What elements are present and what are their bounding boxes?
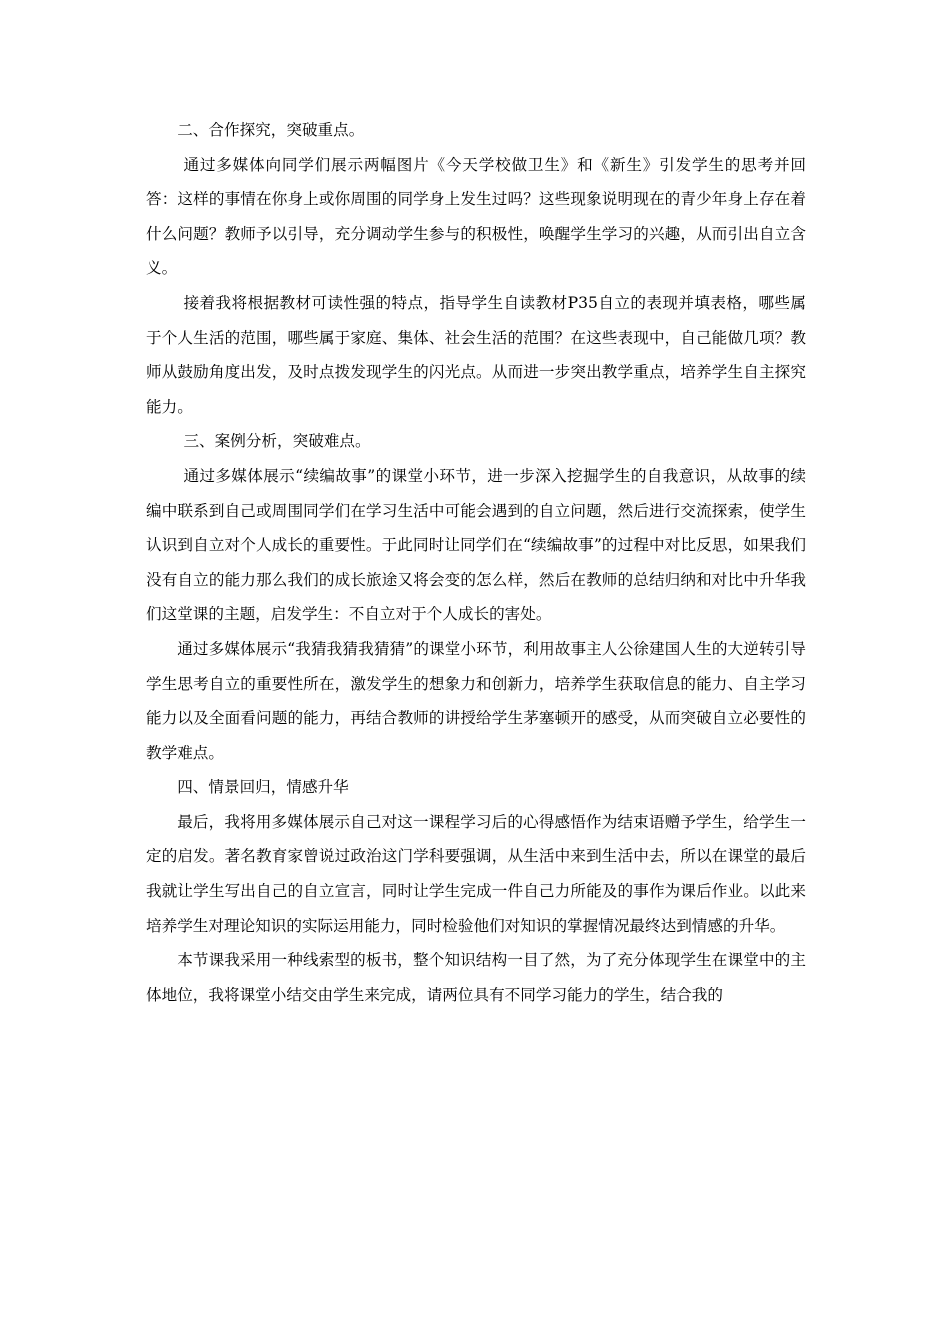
paragraph-4: 通过多媒体展示“我猜我猜我猜猜”的课堂小环节，利用故事主人公徐建国人生的大逆转引导学生思考自立的重要性所在，激发学生的想象力和创新力，培养学生获取信息的能力、自主学习能力以及全面看问题的能力，再结合教师的讲授给学生茅塞顿开的感受，从而突破自立必要性的教学难点。 [146,639,806,762]
section-heading-4: 四、情景回归，情感升华 [177,778,349,797]
paragraph-5: 最后，我将用多媒体展示自己对这一课程学习后的心得感悟作为结束语赠予学生，给学生一定的启发。著名教育家曾说过政治这门学科要强调，从生活中来到生活中去，所以在课堂的最后我就让学生写出自己的自立宣言，同时让学生完成一件自己力所能及的事作为课后作业。以此来培养学生对理论知识的实际运用能力，同时检验他们对知识的掌握情况最终达到情感的升华。 [146,812,806,935]
paragraph-6: 本节课我采用一种线索型的板书，整个知识结构一目了然，为了充分体现学生在课堂中的主体地位，我将课堂小结交由学生来完成，请两位具有不同学习能力的学生，结合我的 [146,951,806,1004]
section-heading-2: 二、合作探究，突破重点。 [177,121,365,139]
paragraph-2: 接着我将根据教材可读性强的特点，指导学生自读教材P35自立的表现并填表格，哪些属于个人生活的范围，哪些属于家庭、集体、社会生活的范围？在这些表现中，自己能做几项？教师从鼓励角度出发，及时点拨发现学生的闪光点。从而进一步突出教学重点，培养学生自主探究能力。 [146,293,806,416]
paragraph-1: 通过多媒体向同学们展示两幅图片《今天学校做卫生》和《新生》引发学生的思考并回答：这样的事情在你身上或你周围的同学身上发生过吗？这些现象说明现在的青少年身上存在着什么问题？教师予以引导，充分调动学生参与的积极性，唤醒学生学习的兴趣，从而引出自立含义。 [146,155,806,278]
paragraph-3: 通过多媒体展示“续编故事”的课堂小环节，进一步深入挖掘学生的自我意识，从故事的续编中联系到自己或周围同学们在学习生活中可能会遇到的自立问题，然后进行交流探索，使学生认识到自立对个人成长的重要性。于此同时让同学们在“续编故事”的过程中对比反思，如果我们没有自立的能力那么我们的成长旅途又将会变的怎么样，然后在教师的总结归纳和对比中升华我们这堂课的主题，启发学生：不自立对于个人成长的害处。 [146,466,806,624]
document-page [146,113,806,1012]
section-heading-3: 三、案例分析，突破难点。 [183,432,371,451]
